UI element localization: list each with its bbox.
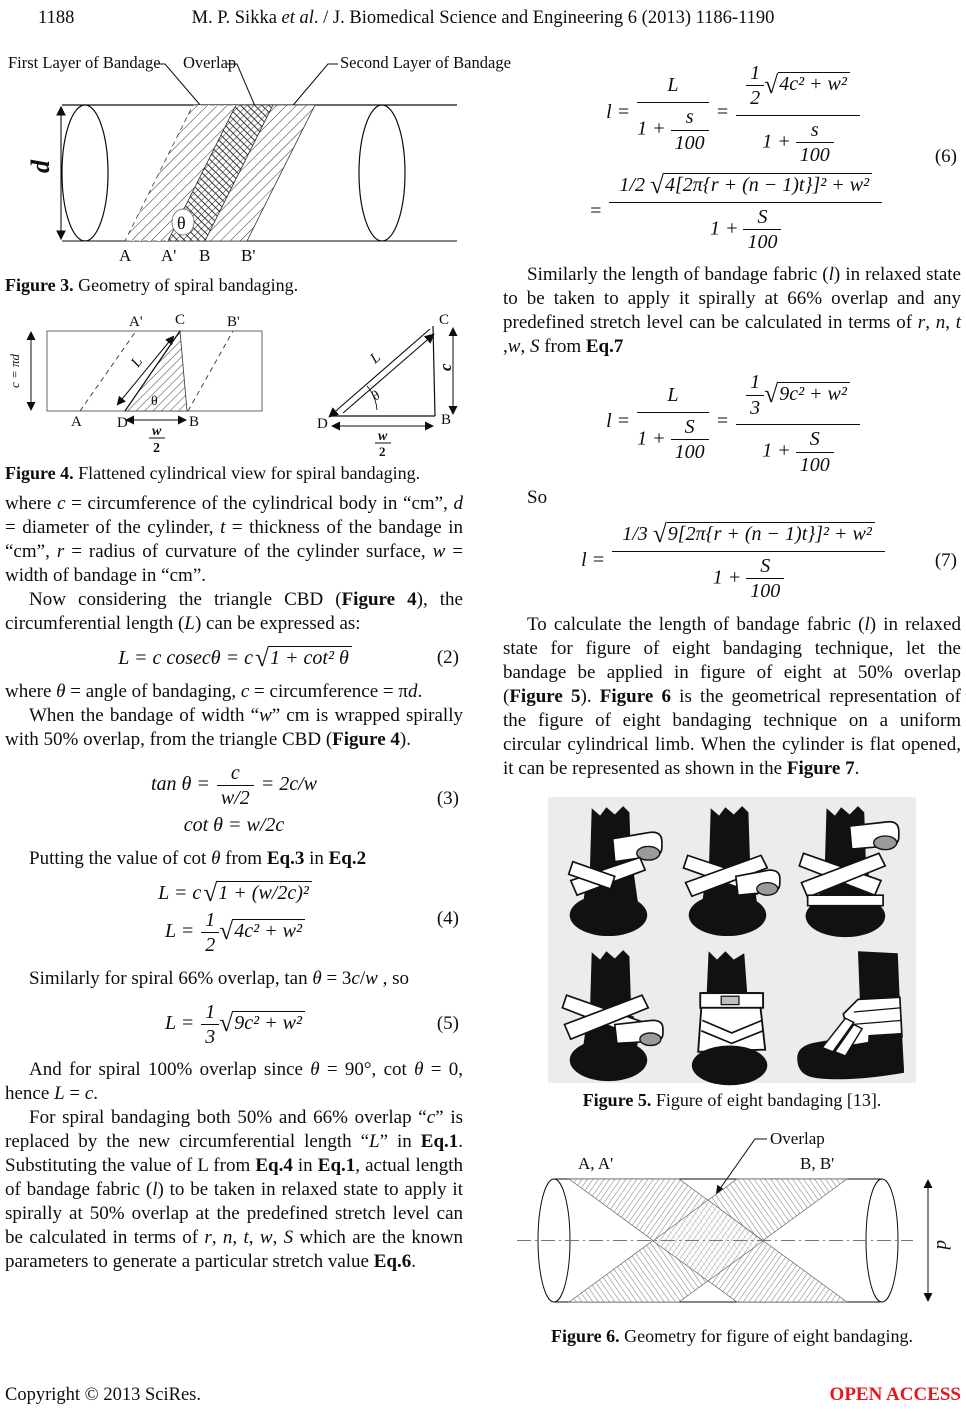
footer-copyright: Copyright © 2013 SciRes. [5,1385,201,1405]
figure4-diagram [5,304,463,459]
figure4-right-label-L: L [367,349,384,368]
equation-6-number: (6) [934,145,957,167]
figure4-right-label-C: C [439,312,450,328]
paragraph-for-spiral: For spiral bandaging both 50% and 66% overlap “c” is replaced by the new circumferential length “L” in Eq.1. Substituting the value of L from Eq.4 in Eq.1, actual length of bandage fabric (l) to be taken in relaxed state to apply it spirally at 50% overlap at the predefined stretch level can be calculated in terms of r, n, t, w, S which are the known parameters to generate a particular stretch value Eq.6. [5,1107,464,1273]
paragraph-putting: Putting the value of cot θ from Eq.3 in Eq.2 [29,847,367,869]
figure3-label-overlap: Overlap [183,53,237,72]
figure3-label-theta: θ [177,213,186,233]
figure4-left-label-theta: θ [151,394,158,409]
figure4-right-label-w: w [378,429,388,444]
figure3-label-Bp: B' [241,246,256,265]
equation-7-preliminary: l = L 1 + $\frac{S}{100}$ = $\frac{1}{3}$ √9c² + w² 1 + $\frac{S}{100}$ [503,369,961,476]
figure4-left-label-B: B [189,414,200,430]
figure3-label-Ap: A' [161,246,177,265]
figure4-label-Bp: B' [227,314,240,330]
sqrt-sign: √ [219,1008,234,1038]
right-column [503,50,961,1355]
figure5-step-4 [554,947,671,1089]
figure5-image [548,797,916,1083]
equation-5-number: (5) [436,1013,459,1035]
figure5-step-6 [793,947,910,1089]
figure4-right-label-D: D [317,416,328,432]
sqrt-sign: √ [652,519,667,549]
equation-5: L = $\frac{1}{3}$ √9c² + w² (5) [164,1000,459,1048]
running-title: M. P. Sikka et al. / J. Biomedical Science and Engineering 6 (2013) 1186-1190 [191,8,775,28]
equation-3-number: (3) [436,788,459,810]
equation-7: l = 1/3 √9[2π{r + (n − 1)t}]² + w² 1 + $\frac{S}{100}$ (7) [581,519,957,603]
equation-7-number: (7) [934,550,957,572]
figure3-label-first-layer: First Layer of Bandage [8,53,161,72]
figure5-step-1 [554,803,671,945]
paragraph-similarly-length: Similarly the length of bandage fabric (l) in relaxed state to be taken to apply it spirally at 66% overlap and any predefined stretch level can be calculated in terms of r, n, t ,w, S from Eq.7 [503,264,962,358]
figure4-caption: Figure 4. Flattened cylindrical view for spiral bandaging. [5,463,421,483]
figure5-step-2 [673,803,790,945]
paragraph-now-considering: Now considering the triangle CBD (Figure 4), the circumferential length (L) can be expressed as: [5,589,463,634]
open-access-badge: OPEN ACCESS [829,1384,961,1405]
figure4-label-Ap: A' [129,314,143,330]
equation-6: l = L 1 + $\frac{s}{100}$ = $\frac{1}{2}$ √4c² + w² 1 + $\frac{s}{100}$ = 1/2 √4[2π{r + (n − 1)t}]² + w² 1 + $\frac{S}{100}$ (6) [588,62,957,253]
figure4-label-c-pid: c = πd [7,353,22,389]
paragraph-so: So [527,486,548,508]
figure4-right-label-B: B [441,412,452,428]
sqrt-sign: √ [254,643,270,673]
equation-2-number: (2) [436,647,459,668]
paragraph-to-calculate: To calculate the length of bandage fabric (l) in relaxed state for figure of eight bandaging technique, let the bandage be applied in figure of eight at 50% overlap (Figure 5). Figure 6 is the geometrical representation of the figure of eight bandaging technique on a uniform circular cylindrical limb. When the cylinder is flat opened, it can be represented as shown in the Figure 7. [503,613,961,779]
figure4-right-label-c: c [436,363,455,371]
figure4-label-A: A [71,414,82,430]
figure5-caption: Figure 5. Figure of eight bandaging [13]. [582,1089,882,1110]
page-number: 1188 [38,8,75,28]
figure5-step-3 [793,803,910,945]
paragraph-and-100: And for spiral 100% overlap since θ = 90°, cot θ = 0, hence L = c. [5,1059,463,1105]
figure4-right-label-2: 2 [379,444,386,459]
figure4-left-label-D: D [117,415,128,431]
figure4-left-label-C: C [175,312,186,328]
equation-3: tan θ = $\frac{c}{w/2}$ = 2c/w cot θ = w/2c (3) [150,762,459,836]
figure6-diagram [503,1119,961,1319]
equation-4: L = c√1 + (w/2c)² L = $\frac{1}{2}$ √4c² + w² (4) [158,877,459,957]
figure6-label-d: d [932,1239,953,1250]
paragraph-where-theta: where θ = angle of bandaging, c = circumference = πd. [5,681,423,702]
sqrt-sign: √ [203,877,218,907]
figure5-step-5 [673,947,790,1089]
figure4-left-label-2: 2 [153,441,160,456]
sqrt-sign: √ [764,379,779,408]
figure3-caption: Figure 3. Geometry of spiral bandaging. [5,275,299,295]
paragraph-similarly-66: Similarly for spiral 66% overlap, tan θ = 3c/w , so [29,967,409,989]
paragraph-when-bandage: When the bandage of width “w” cm is wrapped spirally with 50% overlap, from the triangle CBD (Figure 4). [5,705,463,750]
figure3-label-second-layer: Second Layer of Bandage [340,53,511,72]
figure4-left-label-L: L [128,354,147,371]
equation-2: L = c cosecθ = c√1 + cot² θ (2) [118,643,459,673]
equation-4-number: (4) [436,907,459,929]
sqrt-sign: √ [649,169,665,199]
left-column [5,50,511,1274]
figure3-label-d: d [26,160,55,173]
sqrt-sign: √ [764,69,779,99]
figure4-left-label-w: w [152,424,162,439]
sqrt-sign: √ [219,916,234,946]
figure3-diagram [5,50,511,268]
figure6-label-overlap: Overlap [770,1128,825,1148]
figure6-label-AA: A, A' [578,1153,614,1173]
paragraph-where: where c = circumference of the cylindrical body in “cm”, d = diameter of the cylinder, t = thickness of the bandage in “cm”, r = radius of curvature of the cylinder surface, w = width of bandage in “cm”. [5,493,464,586]
figure3-label-B: B [199,246,211,265]
figure3-label-A: A [119,246,132,265]
figure6-caption: Figure 6. Geometry for figure of eight bandaging. [550,1325,914,1346]
figure6-label-BB: B, B' [800,1153,835,1173]
figure4-right-label-theta: θ [369,388,383,405]
